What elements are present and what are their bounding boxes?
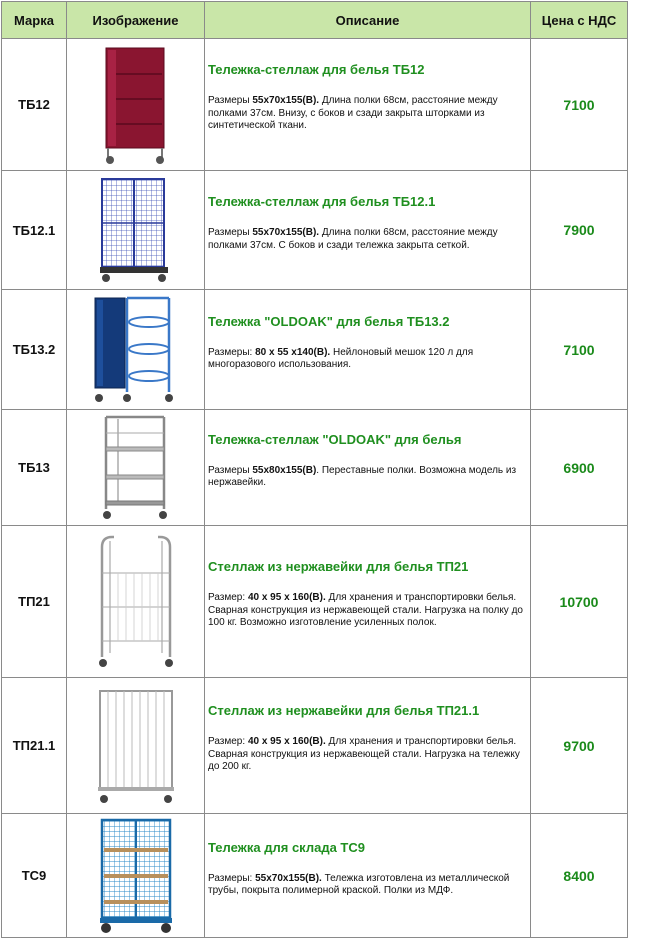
product-title: Стеллаж из нержавейки для белья ТП21.1 — [208, 703, 480, 719]
product-title: Стеллаж из нержавейки для белья ТП21 — [208, 559, 469, 575]
product-text: Размеры: 80 х 55 х140(В). Нейлоновый мешок 120 л для многоразового использования. — [208, 346, 474, 370]
header-price: Цена с НДС — [531, 2, 628, 39]
table-row — [2, 171, 628, 290]
price-table — [1, 1, 628, 938]
row-mark: ТБ12.1 — [2, 171, 67, 290]
table-row — [2, 410, 628, 526]
row-image — [67, 526, 205, 678]
product-title: Тележка-стеллаж "OLDOAK" для белья — [208, 431, 462, 447]
bag-trolley-icon — [91, 294, 181, 406]
row-mark: ТС9 — [2, 814, 67, 938]
product-text: Размеры 55х70х155(В). Длина полки 68см, расстояние между полками 37см. С боков и сзади тележка закрыта сеткой. — [208, 227, 498, 251]
row-mark: ТП21 — [2, 526, 67, 678]
shelf-trolley-icon — [96, 413, 176, 523]
product-text: Размер: 40 х 95 х 160(В). Для хранения и транспортировки белья. Сварная конструкция из нержавеющей стали. Нагрузка на тележку до 200 кг. — [208, 736, 520, 773]
row-image — [67, 171, 205, 290]
row-mark: ТП21.1 — [2, 678, 67, 814]
row-price: 8400 — [531, 814, 628, 938]
table-row — [2, 290, 628, 410]
product-title: Тележка-стеллаж для белья ТБ12.1 — [208, 194, 436, 209]
row-image — [67, 410, 205, 526]
row-price: 7100 — [531, 39, 628, 171]
steel-cage-icon — [94, 685, 178, 807]
row-image — [67, 39, 205, 171]
row-description — [205, 171, 531, 290]
row-description — [205, 814, 531, 938]
product-text: Размеры 55х70х155(В). Длина полки 68см, расстояние между полками 37см. Внизу, с боков и сзади закрыта шторками из синтетической ткани. — [208, 95, 498, 132]
row-price: 6900 — [531, 410, 628, 526]
table-row — [2, 814, 628, 938]
product-text: Размеры: 55х70х155(В). Тележка изготовлена из металлической трубы, покрыта полимерной краской. Полки из МДФ. — [208, 872, 510, 896]
row-price: 7900 — [531, 171, 628, 290]
row-mark: ТБ13.2 — [2, 290, 67, 410]
header-description: Описание — [205, 2, 531, 39]
row-description — [205, 526, 531, 678]
curtained-trolley-icon — [96, 44, 176, 166]
row-description — [205, 39, 531, 171]
row-image — [67, 678, 205, 814]
table-row — [2, 39, 628, 171]
row-description — [205, 678, 531, 814]
row-price: 10700 — [531, 526, 628, 678]
header-image: Изображение — [67, 2, 205, 39]
row-description — [205, 290, 531, 410]
product-title: Тележка-стеллаж для белья ТБ12 — [208, 62, 425, 78]
product-text: Размер: 40 х 95 х 160(В). Для хранения и транспортировки белья. Сварная конструкция из нержавеющей стали. Нагрузка на полку до 100 кг. Возможно изготовление усиленных полок. — [208, 592, 523, 629]
product-text: Размеры 55х80х155(В). Переставные полки. Возможна модель из нержавейки. — [208, 464, 517, 488]
warehouse-trolley-icon — [94, 816, 178, 936]
table-row — [2, 678, 628, 814]
row-mark: ТБ13 — [2, 410, 67, 526]
table-row — [2, 526, 628, 678]
header-mark: Марка — [2, 2, 67, 39]
mesh-trolley-icon — [96, 175, 176, 285]
steel-rack-icon — [94, 533, 178, 671]
row-description — [205, 410, 531, 526]
row-price: 7100 — [531, 290, 628, 410]
row-mark: ТБ12 — [2, 39, 67, 171]
table-header-row — [2, 2, 628, 39]
product-title: Тележка "OLDOAK" для белья ТБ13.2 — [208, 313, 450, 329]
product-title: Тележка для склада ТС9 — [208, 839, 365, 855]
row-image — [67, 290, 205, 410]
row-image — [67, 814, 205, 938]
row-price: 9700 — [531, 678, 628, 814]
